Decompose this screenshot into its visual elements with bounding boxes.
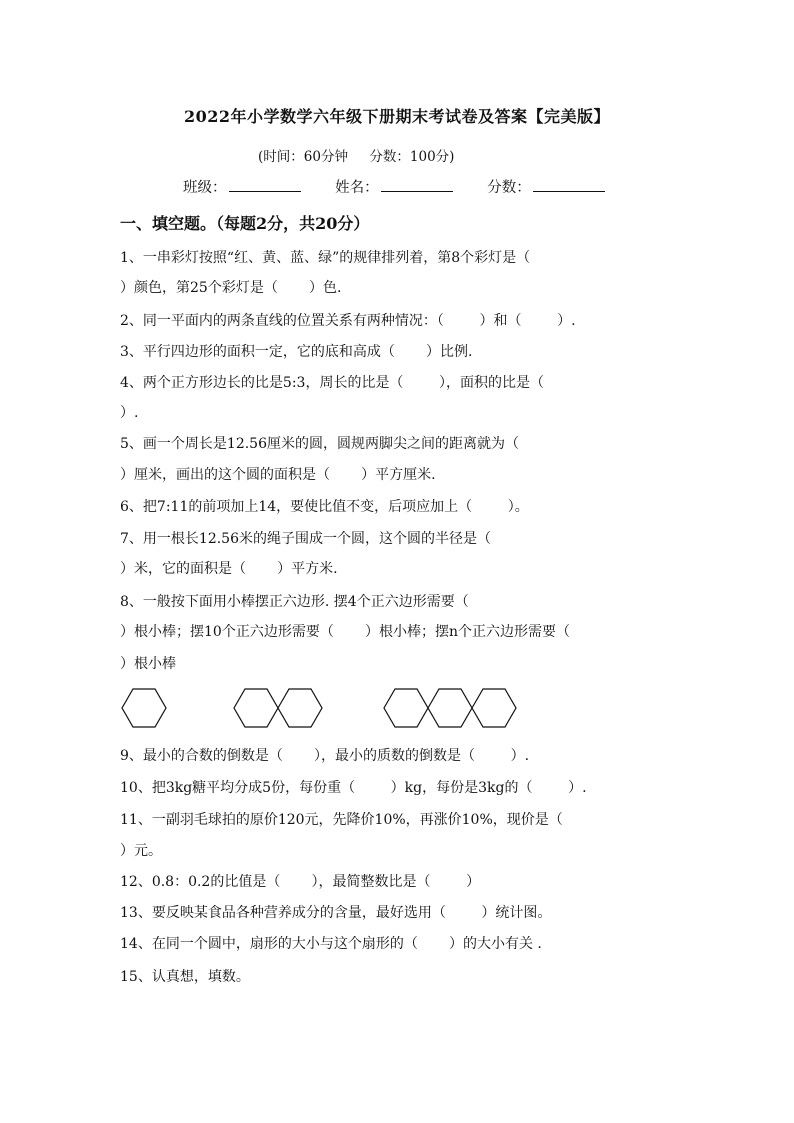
question-line: ）颜色，第25个彩灯是（ ）色. [120,280,342,296]
score-label: 分数： [487,180,531,196]
question-line: ）厘米，画出的这个圆的面积是（ ）平方厘米. [120,467,436,483]
hexagon-2a [234,689,278,727]
page-title: 2022年小学数学六年级下册期末考试卷及答案【完美版】 [183,107,611,126]
question-line: 14、在同一个圆中，扇形的大小与这个扇形的（ ）的大小有关 . [120,936,542,952]
hexagon-figure [118,684,518,734]
hexagon-3c [472,689,516,727]
question-line: 1、一串彩灯按照“红、黄、蓝、绿”的规律排列着，第8个彩灯是（ [120,250,531,266]
question-line: ）米，它的面积是（ ）平方米. [120,561,338,577]
question-line: 8、一般按下面用小棒摆正六边形. 摆4个正六边形需要（ [120,594,469,610]
question-line: 6、把7:11的前项加上14，要使比值不变，后项应加上（ ）。 [120,499,529,515]
question-line: 7、用一根长12.56米的绳子围成一个圆，这个圆的半径是（ [120,531,491,547]
question-line: ）根小棒 [120,656,176,672]
score-blank[interactable] [533,177,605,192]
question-line: ）. [120,405,139,421]
question-line: 4、两个正方形边长的比是5:3，周长的比是（ ），面积的比是（ [120,375,545,391]
question-line: 5、画一个周长是12.56厘米的圆，圆规两脚尖之间的距离就为（ [120,436,519,452]
hexagon-1 [122,689,166,727]
hexagon-3a [384,689,428,727]
question-line: ）根小棒；摆10个正六边形需要（ ）根小棒；摆n个正六边形需要（ [120,624,570,640]
exam-time-score: (时间：60分钟 分数：100分) [258,149,455,165]
class-label: 班级： [183,180,227,196]
name-field [335,176,453,197]
class-blank[interactable] [229,177,301,192]
question-line: 12、0.8：0.2的比值是（ ），最简整数比是（ ） [120,874,481,890]
name-blank[interactable] [381,177,453,192]
student-info-row [183,176,635,197]
score-field [487,176,605,197]
question-line: ）元。 [120,843,162,859]
class-field [183,176,301,197]
question-line: 15、认真想，填数。 [120,969,250,985]
question-line: 11、一副羽毛球拍的原价120元，先降价10%，再涨价10%，现价是（ [120,812,563,828]
question-line: 2、同一平面内的两条直线的位置关系有两种情况：（ ）和（ ）. [120,313,576,329]
hexagon-3b [428,689,472,727]
question-line: 10、把3kg糖平均分成5份，每份重（ ）kg，每份是3kg的（ ）. [120,780,587,796]
name-label: 姓名： [335,180,379,196]
question-line: 13、要反映某食品各种营养成分的含量，最好选用（ ）统计图。 [120,905,552,921]
section-heading: 一、填空题。（每题2分，共20分） [120,214,370,233]
hexagon-2b [278,689,322,727]
question-line: 3、平行四边形的面积一定，它的底和高成（ ）比例. [120,344,473,360]
question-line: 9、最小的合数的倒数是（ ），最小的质数的倒数是（ ）. [120,748,530,764]
